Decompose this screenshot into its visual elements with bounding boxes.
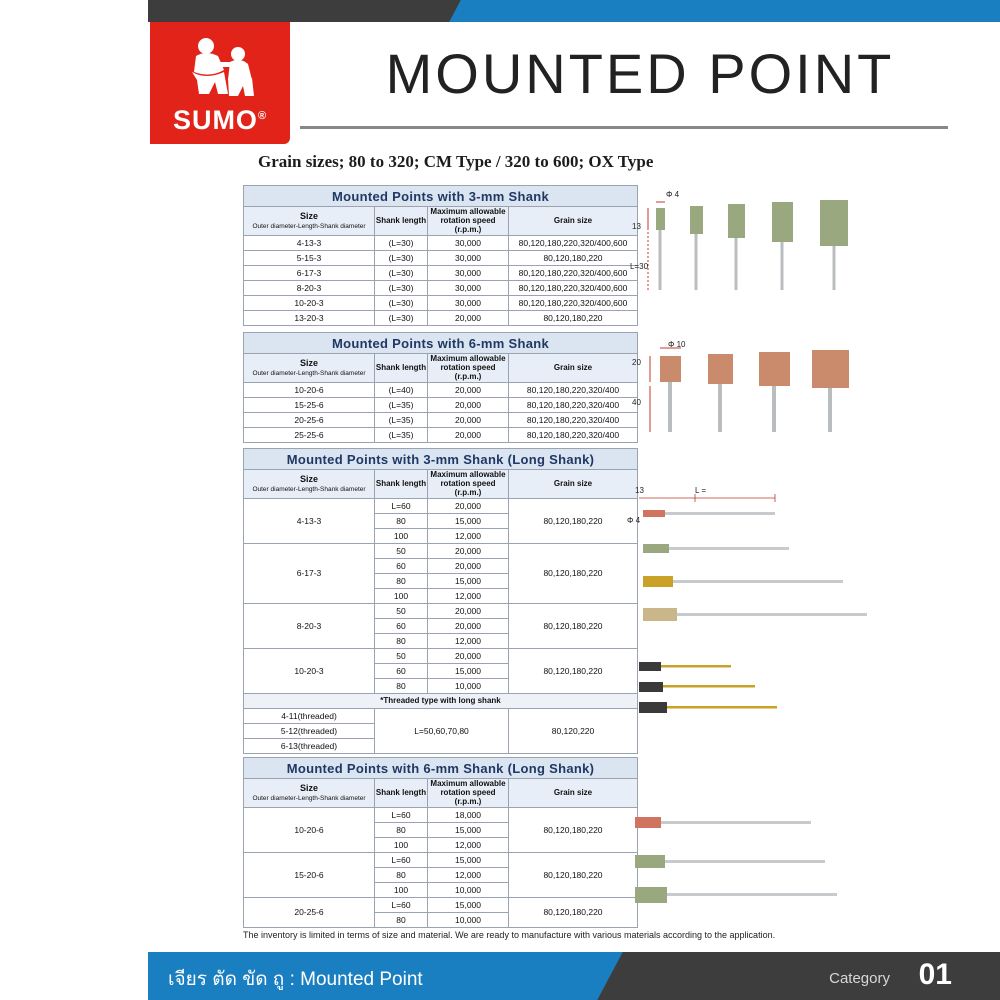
cell-speed: 20,000 <box>428 618 509 633</box>
footer-category-label: Category <box>829 970 890 987</box>
col-speed: Maximum allowable rotation speed (r.p.m.) <box>428 779 509 808</box>
cell-shank: 80 <box>375 912 428 927</box>
cell-grain: 80,120,180,220,320/400,600 <box>509 295 638 310</box>
threaded-note: *Threaded type with long shank <box>244 693 638 708</box>
cell-shank: L=60 <box>375 807 428 822</box>
table-row <box>244 265 638 280</box>
col-grain: Grain size <box>509 207 638 236</box>
dim-length: L=30 <box>630 262 649 271</box>
illustration-3mm-shank <box>630 190 960 310</box>
cell-speed: 20,000 <box>428 558 509 573</box>
cell-speed: 30,000 <box>428 265 509 280</box>
table-row <box>244 412 638 427</box>
dim-length: 40 <box>632 398 641 407</box>
col-size: Size Outer diameter-Length-Shank diameter <box>244 354 375 383</box>
cell-speed: 30,000 <box>428 280 509 295</box>
table-title: Mounted Points with 6-mm Shank <box>244 333 638 354</box>
cell-size: 25-25-6 <box>244 427 375 442</box>
table-row <box>244 280 638 295</box>
cell-speed: 18,000 <box>428 807 509 822</box>
cell-speed: 15,000 <box>428 513 509 528</box>
illustration-3mm-long-shank <box>625 480 965 750</box>
cell-speed: 20,000 <box>428 427 509 442</box>
cell-grain: 80,120,180,220,320/400 <box>509 382 638 397</box>
dim-length: L = <box>695 486 707 495</box>
cell-shank: 60 <box>375 618 428 633</box>
cell-shank: (L=30) <box>375 250 428 265</box>
long-shank-points <box>625 480 965 750</box>
cell-size: 15-25-6 <box>244 397 375 412</box>
cell-grain: 80,120,180,220 <box>509 250 638 265</box>
table-row <box>244 295 638 310</box>
table-title: Mounted Points with 3-mm Shank <box>244 186 638 207</box>
table-row <box>244 382 638 397</box>
table-row <box>244 543 638 558</box>
table-row <box>244 498 638 513</box>
cell-shank: 100 <box>375 837 428 852</box>
illustration-6mm-shank <box>630 340 960 450</box>
sumo-logo <box>150 22 290 144</box>
cell-speed: 20,000 <box>428 498 509 513</box>
col-shank: Shank length <box>375 207 428 236</box>
cell-grain: 80,120,180,220 <box>509 852 638 897</box>
cell-speed: 20,000 <box>428 543 509 558</box>
table-row <box>244 310 638 325</box>
cell-grain: 80,120,180,220,320/400 <box>509 427 638 442</box>
cell-speed: 20,000 <box>428 310 509 325</box>
cell-speed: 12,000 <box>428 588 509 603</box>
cell-grain: 80,120,180,220 <box>509 543 638 603</box>
logo-wordmark: SUMO® <box>172 105 268 135</box>
cell-speed: 15,000 <box>428 897 509 912</box>
cell-grain: 80,120,180,220 <box>509 603 638 648</box>
cell-shank: 80 <box>375 513 428 528</box>
cell-shank: 80 <box>375 867 428 882</box>
col-size: Size Outer diameter-Length-Shank diameter <box>244 207 375 236</box>
dim-diameter: Φ 4 <box>666 190 680 199</box>
table-title: Mounted Points with 3-mm Shank (Long Shank) <box>244 449 638 470</box>
cell-speed: 20,000 <box>428 382 509 397</box>
illustration-6mm-long-shank <box>625 805 965 915</box>
col-shank: Shank length <box>375 470 428 499</box>
cell-speed: 30,000 <box>428 295 509 310</box>
table-3mm-long-shank <box>243 448 641 754</box>
cell-shank: 80 <box>375 822 428 837</box>
mounted-points-row-2 <box>630 340 960 450</box>
cell-speed: 12,000 <box>428 528 509 543</box>
dim-head: 13 <box>635 486 644 495</box>
cell-size: 10-20-3 <box>244 295 375 310</box>
cell-speed: 15,000 <box>428 852 509 867</box>
cell-speed: 20,000 <box>428 412 509 427</box>
cell-speed: 12,000 <box>428 837 509 852</box>
table-row-note <box>244 693 638 708</box>
cell-size: 5-12(threaded) <box>244 723 375 738</box>
cell-size: 8-20-3 <box>244 280 375 295</box>
cell-speed: 15,000 <box>428 663 509 678</box>
cell-size: 10-20-6 <box>244 382 375 397</box>
col-shank: Shank length <box>375 779 428 808</box>
cell-shank: L=50,60,70,80 <box>375 708 509 753</box>
cell-grain: 80,120,180,220 <box>509 807 638 852</box>
title-divider <box>300 126 948 129</box>
cell-speed: 20,000 <box>428 603 509 618</box>
cell-shank: (L=30) <box>375 310 428 325</box>
footer-bar <box>0 952 1000 1000</box>
cell-speed: 20,000 <box>428 648 509 663</box>
cell-shank: (L=35) <box>375 427 428 442</box>
table-row <box>244 603 638 618</box>
cell-grain: 80,120,180,220,320/400 <box>509 412 638 427</box>
cell-size: 10-20-3 <box>244 648 375 693</box>
cell-size: 4-11(threaded) <box>244 708 375 723</box>
cell-shank: (L=35) <box>375 412 428 427</box>
footer-category-number: 01 <box>918 958 952 991</box>
cell-size: 6-17-3 <box>244 543 375 603</box>
table-row <box>244 235 638 250</box>
cell-speed: 12,000 <box>428 633 509 648</box>
table-row <box>244 852 638 867</box>
cell-shank: 100 <box>375 882 428 897</box>
col-grain: Grain size <box>509 470 638 499</box>
cell-shank: 80 <box>375 678 428 693</box>
cell-shank: (L=35) <box>375 397 428 412</box>
cell-shank: L=60 <box>375 897 428 912</box>
dim-height: 13 <box>632 222 641 231</box>
disclaimer-text: The inventory is limited in terms of size and material. We are ready to manufacture with various materials according to the application. <box>243 930 776 940</box>
col-shank: Shank length <box>375 354 428 383</box>
mounted-points-row-1 <box>630 190 960 310</box>
footer-title: เจียร ตัด ขัด ถู : Mounted Point <box>168 969 423 990</box>
cell-shank: (L=30) <box>375 295 428 310</box>
cell-shank: (L=40) <box>375 382 428 397</box>
cell-shank: (L=30) <box>375 265 428 280</box>
cell-grain: 80,120,180,220 <box>509 310 638 325</box>
cell-grain: 80,120,180,220 <box>509 648 638 693</box>
cell-grain: 80,120,180,220 <box>509 897 638 927</box>
cell-size: 10-20-6 <box>244 807 375 852</box>
table-3mm-shank <box>243 185 638 326</box>
cell-speed: 15,000 <box>428 822 509 837</box>
cell-speed: 30,000 <box>428 235 509 250</box>
cell-shank: 100 <box>375 528 428 543</box>
cell-shank: L=60 <box>375 498 428 513</box>
cell-grain: 80,120,180,220,320/400,600 <box>509 265 638 280</box>
cell-grain: 80,120,180,220,320/400,600 <box>509 280 638 295</box>
cell-shank: 50 <box>375 603 428 618</box>
cell-size: 20-25-6 <box>244 897 375 927</box>
cell-grain: 80,120,180,220 <box>509 498 638 543</box>
table-row <box>244 708 638 723</box>
dim-diameter: Φ 4 <box>627 516 641 525</box>
dim-diameter: Φ 10 <box>668 340 686 349</box>
cell-size: 8-20-3 <box>244 603 375 648</box>
cell-grain: 80,120,180,220,320/400,600 <box>509 235 638 250</box>
table-row <box>244 807 638 822</box>
cell-size: 20-25-6 <box>244 412 375 427</box>
cell-grain: 80,120,180,220,320/400 <box>509 397 638 412</box>
cell-speed: 12,000 <box>428 867 509 882</box>
cell-shank: L=60 <box>375 852 428 867</box>
page-title: MOUNTED POINT <box>385 42 895 105</box>
table-row <box>244 250 638 265</box>
table-row <box>244 648 638 663</box>
col-size: Size Outer diameter-Length-Shank diameter <box>244 779 375 808</box>
top-bar-blue-segment <box>470 0 1000 22</box>
top-bar-dark-segment <box>148 0 478 22</box>
long-shank-points-6mm <box>625 805 965 915</box>
cell-size: 13-20-3 <box>244 310 375 325</box>
cell-size: 6-13(threaded) <box>244 738 375 753</box>
cell-size: 15-20-6 <box>244 852 375 897</box>
table-6mm-shank <box>243 332 638 443</box>
cell-size: 6-17-3 <box>244 265 375 280</box>
cell-speed: 15,000 <box>428 573 509 588</box>
dim-height: 20 <box>632 358 641 367</box>
col-speed: Maximum allowable rotation speed (r.p.m.) <box>428 207 509 236</box>
top-decorative-bar <box>0 0 1000 22</box>
cell-shank: 80 <box>375 633 428 648</box>
cell-shank: 100 <box>375 588 428 603</box>
cell-speed: 10,000 <box>428 912 509 927</box>
cell-size: 4-13-3 <box>244 498 375 543</box>
col-grain: Grain size <box>509 354 638 383</box>
sumo-wrestler-icon <box>176 32 264 102</box>
cell-shank: 50 <box>375 648 428 663</box>
cell-shank: 50 <box>375 543 428 558</box>
col-size: Size Outer diameter-Length-Shank diameter <box>244 470 375 499</box>
cell-shank: (L=30) <box>375 280 428 295</box>
cell-size: 5-15-3 <box>244 250 375 265</box>
cell-shank: 60 <box>375 558 428 573</box>
cell-shank: 60 <box>375 663 428 678</box>
cell-grain: 80,120,220 <box>509 708 638 753</box>
cell-speed: 10,000 <box>428 882 509 897</box>
cell-shank: 80 <box>375 573 428 588</box>
grain-size-note: Grain sizes; 80 to 320; CM Type / 320 to 600; OX Type <box>258 152 654 171</box>
col-grain: Grain size <box>509 779 638 808</box>
table-6mm-long-shank <box>243 757 638 928</box>
cell-speed: 30,000 <box>428 250 509 265</box>
col-speed: Maximum allowable rotation speed (r.p.m.) <box>428 354 509 383</box>
table-row <box>244 427 638 442</box>
table-row <box>244 897 638 912</box>
cell-size: 4-13-3 <box>244 235 375 250</box>
cell-speed: 10,000 <box>428 678 509 693</box>
table-row <box>244 397 638 412</box>
col-speed: Maximum allowable rotation speed (r.p.m.) <box>428 470 509 499</box>
table-title: Mounted Points with 6-mm Shank (Long Shank) <box>244 758 638 779</box>
cell-shank: (L=30) <box>375 235 428 250</box>
cell-speed: 20,000 <box>428 397 509 412</box>
